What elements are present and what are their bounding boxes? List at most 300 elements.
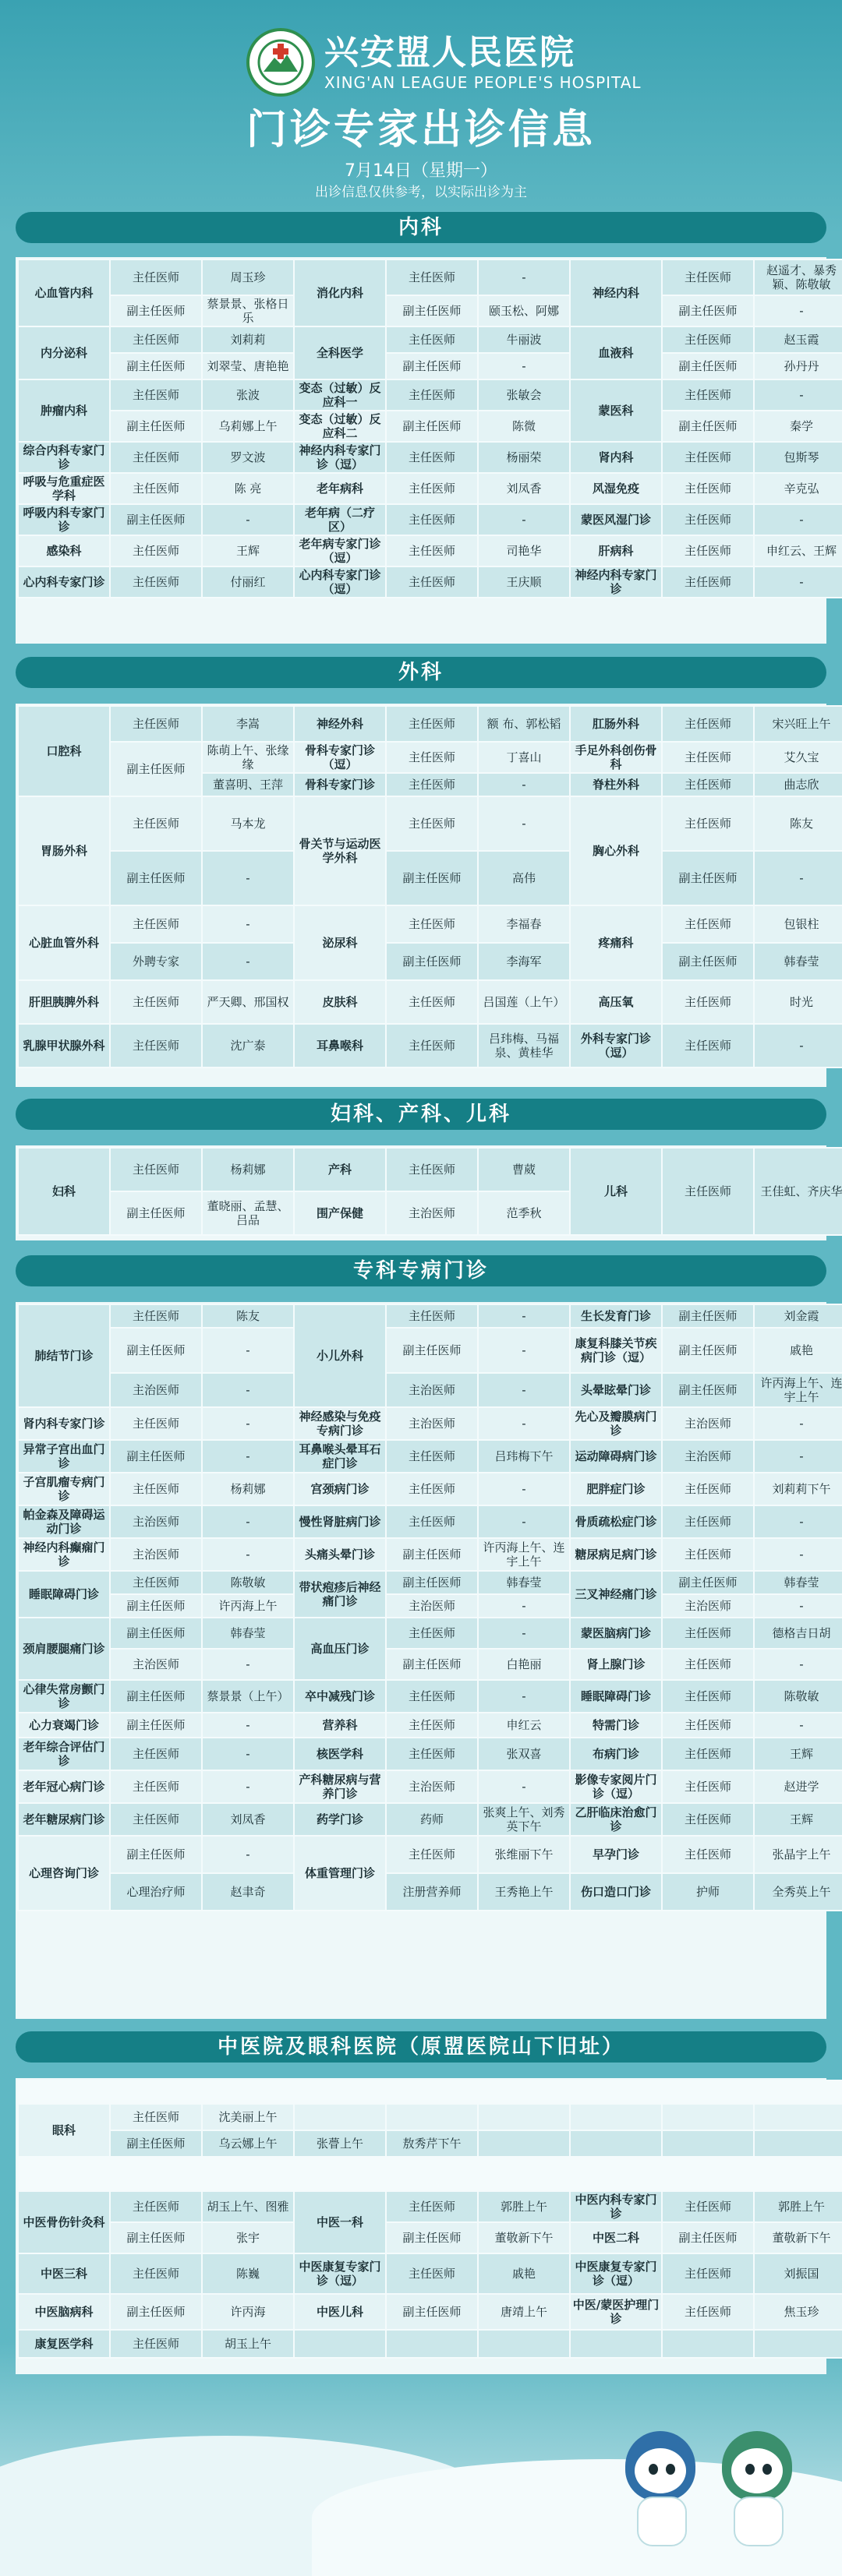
schedule-note: 出诊信息仅供参考，以实际出诊为主 [315, 185, 527, 200]
table-cell: 吕玮梅下午 [478, 1440, 570, 1473]
table-cell: - [754, 566, 842, 598]
table-cell: - [202, 1770, 294, 1803]
department-cell: 先心及瓣膜病门诊 [570, 1407, 662, 1440]
department-cell: 口腔科 [18, 706, 110, 796]
table-cell: - [202, 1713, 294, 1738]
department-cell: 外科专家门诊（逗） [570, 1024, 662, 1067]
table-cell [570, 2130, 662, 2157]
table-cell: 主任医师 [662, 1738, 754, 1770]
table-row [18, 1304, 842, 1328]
table-cell: 副主任医师 [386, 851, 478, 905]
department-cell: 中医三科 [18, 2253, 110, 2294]
table-cell: 主任医师 [662, 259, 754, 295]
table-cell [18, 2157, 110, 2191]
table-cell: 主任医师 [662, 1618, 754, 1649]
table-cell: 主任医师 [386, 773, 478, 796]
table-row [18, 1680, 842, 1713]
table-cell: 赵玉霞 [754, 326, 842, 353]
table-cell: 主任医师 [110, 1770, 202, 1803]
department-cell: 核医学科 [294, 1738, 386, 1770]
table-cell: - [202, 1836, 294, 1873]
table-cell: 主任医师 [662, 980, 754, 1024]
table-cell: - [478, 1505, 570, 1538]
department-cell: 心脏血管外科 [18, 905, 110, 980]
table-cell: - [202, 1538, 294, 1571]
table-row [18, 1505, 842, 1538]
table-cell: 主任医师 [386, 1148, 478, 1191]
table-cell: 主任医师 [110, 535, 202, 566]
table-cell: 司艳华 [478, 535, 570, 566]
table-cell: 白艳丽 [478, 1649, 570, 1680]
table-cell: - [478, 353, 570, 379]
table-cell: 董敬新下午 [754, 2222, 842, 2253]
table-cell: - [202, 943, 294, 980]
table-cell: 主治医师 [386, 1770, 478, 1803]
table-cell: 吕玮梅、马福泉、黄桂华 [478, 1024, 570, 1067]
table-row [18, 1440, 842, 1473]
table-row [18, 905, 842, 943]
table-cell: 宋兴旺上午 [754, 706, 842, 742]
table-cell: 主任医师 [110, 1473, 202, 1505]
table-cell: 王辉 [202, 535, 294, 566]
department-cell: 老年病（二疗区） [294, 504, 386, 535]
department-cell: 肿瘤内科 [18, 379, 110, 442]
department-cell: 肺结节门诊 [18, 1304, 110, 1407]
department-cell: 乙肝临床治愈门诊 [570, 1803, 662, 1836]
table-cell: 副主任医师 [386, 1538, 478, 1571]
table-cell: 张宇 [202, 2222, 294, 2253]
table-cell: 戚艳 [478, 2253, 570, 2294]
table-cell: 主治医师 [386, 1191, 478, 1235]
table-cell: 张爽上午、刘秀英下午 [478, 1803, 570, 1836]
table-row [18, 535, 842, 566]
section-title: 妇科、产科、儿科 [16, 1099, 826, 1130]
department-cell: 带状疱疹后神经痛门诊 [294, 1571, 386, 1618]
table-cell: 主任医师 [386, 1836, 478, 1873]
table-cell: 杨莉娜 [202, 1473, 294, 1505]
table-cell: 李嵩 [202, 706, 294, 742]
table-cell [478, 2104, 570, 2130]
table-row [18, 742, 842, 773]
department-cell: 中医脑病科 [18, 2294, 110, 2330]
table-cell: 主任医师 [662, 706, 754, 742]
table-cell: 丁喜山 [478, 742, 570, 773]
table-cell: 主任医师 [662, 2294, 754, 2330]
table-cell: 王辉 [754, 1738, 842, 1770]
table-row [18, 326, 842, 353]
table-cell: 主治医师 [110, 1538, 202, 1571]
table-cell: 主任医师 [386, 1505, 478, 1538]
table-cell: 艾久宝 [754, 742, 842, 773]
table-cell: 主任医师 [386, 326, 478, 353]
table-cell: 王辉 [754, 1803, 842, 1836]
table-cell: - [754, 1407, 842, 1440]
table-cell: 副主任医师 [110, 295, 202, 326]
department-cell: 乳腺甲状腺外科 [18, 1024, 110, 1067]
table-cell [754, 2104, 842, 2130]
table-row [18, 1407, 842, 1440]
table-cell: 额 布、郭松韬 [478, 706, 570, 742]
section-title: 专科专病门诊 [16, 1255, 826, 1286]
table-cell: 主任医师 [110, 980, 202, 1024]
table-cell: - [754, 379, 842, 411]
table-cell [570, 2330, 662, 2358]
table-cell [18, 2080, 110, 2104]
department-cell: 运动障碍病门诊 [570, 1440, 662, 1473]
table-cell: 刘凤香 [202, 1803, 294, 1836]
department-cell: 胸心外科 [570, 796, 662, 905]
department-cell: 老年病专家门诊（逗） [294, 535, 386, 566]
department-cell: 胃肠外科 [18, 796, 110, 905]
table-cell: 副主任医师 [662, 1304, 754, 1328]
table-cell: - [754, 1440, 842, 1473]
department-cell: 手足外科创伤骨科 [570, 742, 662, 773]
table-cell: 副主任医师 [662, 295, 754, 326]
table-cell: 主任医师 [662, 1836, 754, 1873]
hospital-name-en: XING'AN LEAGUE PEOPLE'S HOSPITAL [324, 73, 642, 92]
table-cell: 赵进学 [754, 1770, 842, 1803]
table-cell: 副主任医师 [110, 851, 202, 905]
department-cell: 变态（过敏）反应科一 [294, 379, 386, 411]
department-cell: 中医二科 [570, 2222, 662, 2253]
table-cell: 主任医师 [110, 1407, 202, 1440]
department-cell: 心血管内科 [18, 259, 110, 326]
table-cell: 董喜明、王萍 [202, 773, 294, 796]
table-cell: 乌云娜上午 [202, 2130, 294, 2157]
department-cell: 心理咨询门诊 [18, 1836, 110, 1911]
schedule-table [17, 2080, 842, 2359]
hospital-name-cn: 兴安盟人民医院 [324, 33, 575, 72]
table-cell [570, 2104, 662, 2130]
department-cell: 布病门诊 [570, 1738, 662, 1770]
table-cell: 副主任医师 [110, 2130, 202, 2157]
department-cell: 脊柱外科 [570, 773, 662, 796]
table-cell: 乌莉娜上午 [202, 411, 294, 442]
department-cell: 心内科专家门诊 [18, 566, 110, 598]
table-row [18, 2294, 842, 2330]
table-cell: 王佳虹、齐庆华 [754, 1148, 842, 1235]
table-cell: 主任医师 [662, 2253, 754, 2294]
table-cell: 秦学 [754, 411, 842, 442]
table-cell: 副主任医师 [110, 1440, 202, 1473]
table-cell: 副主任医师 [110, 1618, 202, 1649]
table-cell: 副主任医师 [386, 295, 478, 326]
table-cell: - [202, 1649, 294, 1680]
table-cell: 主任医师 [386, 1713, 478, 1738]
department-cell: 慢性肾脏病门诊 [294, 1505, 386, 1538]
department-cell: 异常子宫出血门诊 [18, 1440, 110, 1473]
table-row [18, 1618, 842, 1649]
department-cell: 心律失常房颤门诊 [18, 1680, 110, 1713]
department-cell: 头晕眩晕门诊 [570, 1373, 662, 1407]
mascot-doctor-left [617, 2431, 703, 2548]
department-cell: 骨质疏松症门诊 [570, 1505, 662, 1538]
table-row [18, 379, 842, 411]
department-cell: 康复科膝关节疾病门诊（逗） [570, 1328, 662, 1373]
table-cell: 周玉珍 [202, 259, 294, 295]
department-cell: 帕金森及障碍运动门诊 [18, 1505, 110, 1538]
table-cell: 许丙海上午、连宇上午 [478, 1538, 570, 1571]
page-title: 门诊专家出诊信息 [246, 107, 596, 154]
table-row [18, 2130, 842, 2157]
table-row [18, 2080, 842, 2104]
table-cell: 董敬新下午 [478, 2222, 570, 2253]
table-cell: - [478, 504, 570, 535]
table-cell: - [478, 1618, 570, 1649]
department-cell: 眼科 [18, 2104, 110, 2157]
table-cell [662, 2330, 754, 2358]
table-cell: 心理治疗师 [110, 1873, 202, 1911]
table-row [18, 1373, 842, 1407]
table-cell [386, 2330, 478, 2358]
table-cell: 张晶宇上午 [754, 1836, 842, 1873]
table-cell: 杨丽荣 [478, 442, 570, 473]
table-row [18, 1594, 842, 1618]
schedule-table [17, 1147, 842, 1236]
table-cell: - [202, 851, 294, 905]
table-cell: - [478, 1373, 570, 1407]
department-cell: 睡眠障碍门诊 [570, 1680, 662, 1713]
department-cell: 蒙医风湿门诊 [570, 504, 662, 535]
table-cell: 主任医师 [662, 566, 754, 598]
table-cell: 戚艳 [754, 1328, 842, 1373]
page-header [0, 0, 842, 200]
table-cell: 主任医师 [110, 326, 202, 353]
table-cell: 主任医师 [386, 706, 478, 742]
table-cell: 主任医师 [110, 1803, 202, 1836]
department-cell: 特需门诊 [570, 1713, 662, 1738]
table-cell: 主任医师 [386, 442, 478, 473]
table-cell: 陈敬敏 [202, 1571, 294, 1594]
table-cell: 副主任医师 [662, 411, 754, 442]
department-cell: 中医一科 [294, 2191, 386, 2253]
table-cell [478, 2130, 570, 2157]
table-cell: 主任医师 [110, 905, 202, 943]
department-cell: 中医康复专家门诊（逗） [570, 2253, 662, 2294]
table-cell: 主治医师 [110, 1505, 202, 1538]
table-cell: 主任医师 [386, 535, 478, 566]
table-row [18, 2222, 842, 2253]
table-cell: 副主任医师 [386, 943, 478, 980]
table-cell: 副主任医师 [110, 411, 202, 442]
table-cell: 主任医师 [386, 2253, 478, 2294]
table-cell: 敖秀芹下午 [386, 2130, 478, 2157]
table-cell: - [754, 1594, 842, 1618]
table-cell: 刘凤香 [478, 473, 570, 504]
table-cell: 申红云、王辉 [754, 535, 842, 566]
table-cell: 副主任医师 [110, 1328, 202, 1373]
table-cell: 张波 [202, 379, 294, 411]
table-cell: 付丽红 [202, 566, 294, 598]
table-cell: - [478, 1594, 570, 1618]
table-cell: - [478, 1304, 570, 1328]
table-cell: 副主任医师 [662, 943, 754, 980]
table-cell: 刘莉莉 [202, 326, 294, 353]
section-title: 内科 [16, 212, 826, 243]
table-cell: 主任医师 [110, 473, 202, 504]
table-cell: 副主任医师 [386, 2294, 478, 2330]
department-cell: 产科 [294, 1148, 386, 1191]
table-cell: 副主任医师 [386, 353, 478, 379]
table-cell: 主任医师 [662, 326, 754, 353]
table-row [18, 851, 842, 905]
table-cell: 严天卿、邢国权 [202, 980, 294, 1024]
department-cell: 肛肠外科 [570, 706, 662, 742]
table-cell: 主任医师 [110, 1571, 202, 1594]
table-cell: 颐玉松、阿娜 [478, 295, 570, 326]
table-cell: - [478, 1770, 570, 1803]
table-cell [386, 2104, 478, 2130]
department-cell: 药学门诊 [294, 1803, 386, 1836]
table-cell: 主任医师 [386, 379, 478, 411]
department-cell: 神经内科专家门诊 [570, 566, 662, 598]
table-cell: 董晓丽、孟慧、吕品 [202, 1191, 294, 1235]
schedule-table [17, 1304, 842, 1911]
table-cell: 副主任医师 [662, 2222, 754, 2253]
table-row [18, 796, 842, 851]
department-cell: 早孕门诊 [570, 1836, 662, 1873]
table-cell: 副主任医师 [662, 353, 754, 379]
table-cell: 韩春莹 [478, 1571, 570, 1594]
table-row [18, 1649, 842, 1680]
table-cell: 赵遥才、暴秀颖、陈敬敏 [754, 259, 842, 295]
table-cell: - [202, 1328, 294, 1373]
table-cell: 副主任医师 [110, 2294, 202, 2330]
table-row [18, 943, 842, 980]
department-cell: 中医骨伤针灸科 [18, 2191, 110, 2253]
table-cell: 主任医师 [386, 905, 478, 943]
department-cell: 皮肤科 [294, 980, 386, 1024]
table-cell: - [754, 504, 842, 535]
table-cell: 胡玉上午 [202, 2330, 294, 2358]
table-cell: - [478, 259, 570, 295]
table-cell: 主任医师 [386, 566, 478, 598]
table-row [18, 504, 842, 535]
table-row [18, 473, 842, 504]
table-cell: 张维丽下午 [478, 1836, 570, 1873]
table-cell: 包银柱 [754, 905, 842, 943]
schedule-date: 7月14日（星期一） [345, 161, 497, 181]
table-row [18, 1836, 842, 1873]
table-cell: 李海军 [478, 943, 570, 980]
table-cell: 主任医师 [662, 379, 754, 411]
table-cell: 杨莉娜 [202, 1148, 294, 1191]
table-row [18, 1873, 842, 1911]
table-cell: 主任医师 [110, 1148, 202, 1191]
table-cell: 主任医师 [662, 1680, 754, 1713]
table-cell [478, 2080, 570, 2104]
table-cell: 主任医师 [662, 1473, 754, 1505]
department-cell: 宫颈病门诊 [294, 1473, 386, 1505]
table-cell: 副主任医师 [110, 1594, 202, 1618]
table-cell: - [202, 905, 294, 943]
table-cell: 主任医师 [386, 980, 478, 1024]
table-cell: 主任医师 [662, 1505, 754, 1538]
table-row [18, 411, 842, 442]
table-cell: 沈广泰 [202, 1024, 294, 1067]
table-cell: 主任医师 [110, 796, 202, 851]
table-cell: 赵聿奇 [202, 1873, 294, 1911]
table-cell [570, 2157, 662, 2191]
department-cell: 生长发育门诊 [570, 1304, 662, 1328]
table-cell: 郭胜上午 [754, 2191, 842, 2222]
department-cell: 老年冠心病门诊 [18, 1770, 110, 1803]
table-cell: 主任医师 [386, 796, 478, 851]
table-cell: - [754, 851, 842, 905]
table-cell [662, 2080, 754, 2104]
table-cell: 辛克弘 [754, 473, 842, 504]
table-cell: 副主任医师 [662, 1571, 754, 1594]
department-cell: 康复医学科 [18, 2330, 110, 2358]
table-cell: 主任医师 [662, 442, 754, 473]
table-cell [754, 2130, 842, 2157]
department-cell: 卒中减残门诊 [294, 1680, 386, 1713]
department-cell: 耳鼻喉头晕耳石症门诊 [294, 1440, 386, 1473]
table-cell: 李福春 [478, 905, 570, 943]
table-cell: 主任医师 [662, 796, 754, 851]
table-cell: 刘振国 [754, 2253, 842, 2294]
table-cell: 副主任医师 [110, 504, 202, 535]
table-cell: - [202, 1407, 294, 1440]
hospital-brand [246, 28, 642, 97]
table-cell: 主任医师 [110, 1738, 202, 1770]
table-row [18, 1738, 842, 1770]
department-cell: 中医康复专家门诊（逗） [294, 2253, 386, 2294]
table-cell: 主任医师 [386, 1680, 478, 1713]
table-cell: 德格吉日胡 [754, 1618, 842, 1649]
table-cell: 副主任医师 [386, 1571, 478, 1594]
table-cell: 王秀艳上午 [478, 1873, 570, 1911]
department-cell: 呼吸与危重症医学科 [18, 473, 110, 504]
table-cell: 主任医师 [386, 1738, 478, 1770]
department-cell: 肥胖症门诊 [570, 1473, 662, 1505]
department-cell: 肾内科专家门诊 [18, 1407, 110, 1440]
table-cell: 主任医师 [386, 259, 478, 295]
table-row [18, 566, 842, 598]
table-cell: - [478, 773, 570, 796]
table-cell: 陈 亮 [202, 473, 294, 504]
table-cell: 焦玉珍 [754, 2294, 842, 2330]
table-cell: 唐靖上午 [478, 2294, 570, 2330]
department-cell: 神经感染与免疫专病门诊 [294, 1407, 386, 1440]
table-cell: 陈萌上午、张缘缘 [202, 742, 294, 773]
table-cell: 主任医师 [662, 1649, 754, 1680]
table-cell: 副主任医师 [662, 1373, 754, 1407]
table-cell: 主任医师 [386, 1473, 478, 1505]
table-cell: 许丙海 [202, 2294, 294, 2330]
table-cell: - [478, 1680, 570, 1713]
department-cell: 高血压门诊 [294, 1618, 386, 1680]
department-cell: 神经内科专家门诊（逗） [294, 442, 386, 473]
section-title: 中医院及眼科医院（原盟医院山下旧址） [16, 2031, 826, 2063]
table-cell [202, 2157, 294, 2191]
table-cell: 副主任医师 [110, 1191, 202, 1235]
table-cell: 包斯琴 [754, 442, 842, 473]
table-row [18, 1770, 842, 1803]
table-cell: - [202, 1440, 294, 1473]
table-cell: 主任医师 [662, 742, 754, 773]
table-cell: 主任医师 [386, 1024, 478, 1067]
table-cell: 副主任医师 [386, 411, 478, 442]
department-cell: 感染科 [18, 535, 110, 566]
table-cell: 陈友 [202, 1304, 294, 1328]
department-cell: 心力衰竭门诊 [18, 1713, 110, 1738]
department-cell: 老年糖尿病门诊 [18, 1803, 110, 1836]
table-cell: 时光 [754, 980, 842, 1024]
table-row [18, 2191, 842, 2222]
table-cell: 副主任医师 [110, 1680, 202, 1713]
table-cell [570, 2080, 662, 2104]
